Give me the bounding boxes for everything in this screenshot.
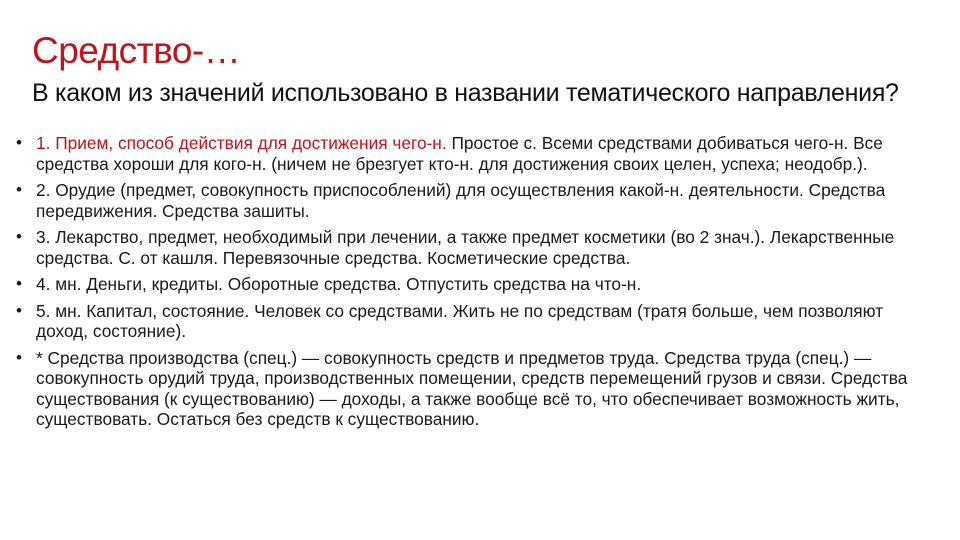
definition-2-text: 2. Орудие (предмет, совокупность приспособлений) для осуществления какой-н. деятельности. Средства передвижения. Средства зашиты. <box>36 180 886 221</box>
bullet-icon: • <box>16 300 22 320</box>
slide-title: Средство-… <box>32 30 241 71</box>
bullet-icon: • <box>16 347 22 367</box>
definition-item-6 <box>16 348 936 430</box>
slide-subtitle: В каком из значений использовано в названии тематического направления? <box>32 79 899 107</box>
bullet-icon: • <box>16 274 22 293</box>
definition-4-text: 4. мн. Деньги, кредиты. Оборотные средства. Отпустить средства на что-н. <box>36 274 642 294</box>
bullet-icon: • <box>16 133 22 152</box>
definition-6-text: * Средства производства (спец.) — совокупность средств и предметов труда. Средства труда (спец.) — совокупность орудий труда, производственных помещении, средств перемещений грузов и связи. Средства существования (к существованию) — доходы, а также вообще всё то, что обеспечивает возможность жить, существовать. Остаться без средств к существованию. <box>36 347 908 429</box>
definition-item-4 <box>16 274 936 295</box>
definition-list <box>16 133 936 436</box>
definition-item-1 <box>16 133 936 174</box>
bullet-icon: • <box>16 180 22 199</box>
definition-1-text: Простое с. Всеми средствами добиваться чего-н. Все средства хороши для кого-н. (ничем не брезгует кто-н. для достижения своих целен, успеха; неодобр.). <box>36 133 883 174</box>
bullet-icon: • <box>16 227 22 246</box>
definition-5-text: 5. мн. Капитал, состояние. Человек со средствами. Жить не по средствам (тратя больше, чем позволяют доход, состояние). <box>36 300 884 341</box>
definition-item-5 <box>16 301 936 342</box>
definition-item-3 <box>16 227 936 268</box>
definition-3-text: 3. Лекарство, предмет, необходимый при лечении, а также предмет косметики (во 2 знач.). Лекарственные средства. С. от кашля. Перевязочные средства. Косметические средства. <box>36 227 895 268</box>
definition-item-2 <box>16 180 936 221</box>
definition-1-highlight: 1. Прием, способ действия для достижения чего-н. <box>36 133 447 153</box>
